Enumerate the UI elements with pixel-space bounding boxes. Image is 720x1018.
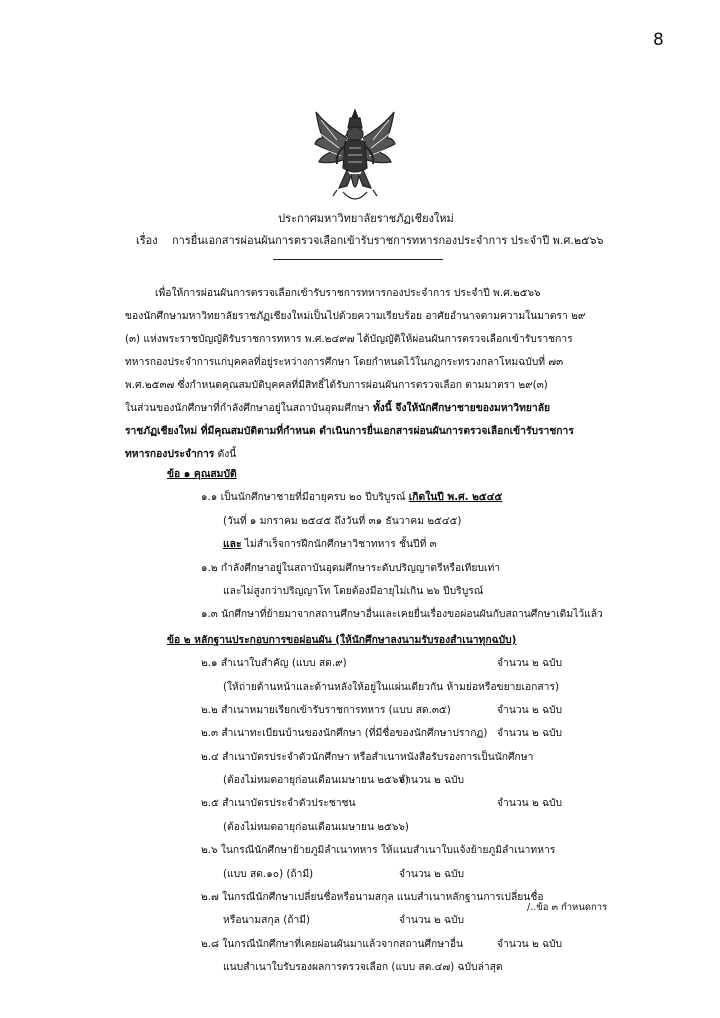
item-quantity: จำนวน ๒ ฉบับ	[497, 703, 563, 716]
item-quantity: จำนวน ๒ ฉบับ	[497, 657, 563, 670]
intro-text: ดังนี้	[217, 448, 237, 460]
item-text: ไม่สำเร็จการฝึกนักศึกษาวิชาทหาร ชั้นปีที่ ๓	[244, 538, 437, 551]
item-emphasis: และ	[223, 538, 242, 551]
item-text: ๒.๑ สำเนาใบสำคัญ (แบบ สด.๙)	[201, 657, 347, 670]
qualification-item	[125, 486, 605, 509]
qualification-subline	[125, 533, 605, 556]
intro-emphasis: ราชภัฏเชียงใหม่ ที่มีคุณสมบัติตามที่กำหนด ดำเนินการยื่นเอกสารผ่อนผันการตรวจเลือกเข้ารับราชการ	[125, 425, 574, 437]
document-subline	[125, 863, 605, 886]
item-text: (แบบ สด.๑๐) (ถ้ามี)	[223, 867, 314, 880]
item-text: ๒.๕ สำเนาบัตรประจำตัวประชาชน	[201, 797, 356, 810]
header-divider	[273, 259, 443, 260]
document-item	[125, 722, 605, 745]
document-item	[125, 699, 605, 722]
announcement-header	[0, 208, 720, 252]
item-quantity: จำนวน ๒ ฉบับ	[399, 867, 465, 880]
continuation-note: /..ข้อ ๓ กำหนดการ	[527, 902, 608, 913]
qualification-item: ๑.๒ กำลังศึกษาอยู่ในสถาบันอุดมศึกษาระดับปริญญาตรีหรือเทียบเท่า	[201, 561, 501, 574]
intro-paragraph	[125, 282, 595, 466]
item-text: (ต้องไม่หมดอายุก่อนเดือนเมษายน ๒๕๖๖)	[223, 774, 409, 787]
intro-line: ของนักศึกษามหาวิทยาลัยราชภัฏเชียงใหม่เป็นไปด้วยความเรียบร้อย อาศัยอำนาจตามความในมาตรา ๒๙	[125, 310, 586, 322]
document-subline	[125, 769, 605, 792]
subject-label: เรื่อง	[136, 234, 158, 247]
intro-text: ในส่วนของนักศึกษาที่กำลังศึกษาอยู่ในสถาบันอุดมศึกษา	[125, 402, 370, 414]
intro-line: ทหารกองประจำการแก่บุคคลที่อยู่ระหว่างการศึกษา โดยกำหนดไว้ในกฎกระทรวงกลาโหมฉบับที่ ๗๓	[125, 356, 564, 368]
page-number: 8	[653, 30, 664, 50]
garuda-emblem	[313, 108, 397, 206]
item-text: ๒.๒ สำเนาหมายเรียกเข้ารับราชการทหาร (แบบ สด.๓๕)	[201, 703, 451, 716]
item-quantity: จำนวน ๒ ฉบับ	[497, 937, 563, 950]
intro-line: เพื่อให้การผ่อนผันการตรวจเลือกเข้ารับราชการทหารกองประจำการ ประจำปี พ.ศ.๒๕๖๖	[155, 287, 541, 299]
intro-line	[125, 420, 595, 443]
section-title-documents: ข้อ ๒ หลักฐานประกอบการขอผ่อนผัน (ให้นักศึกษาลงนามรับรองสำเนาทุกฉบับ)	[167, 633, 517, 646]
document-item: ๒.๔ สำเนาบัตรประจำตัวนักศึกษา หรือสำเนาหนังสือรับรองการเป็นนักศึกษา	[201, 750, 534, 763]
subject-line	[0, 230, 720, 252]
intro-emphasis: ทั้งนี้ จึงให้นักศึกษาชายของมหาวิทยาลัย	[372, 402, 551, 414]
item-quantity: จำนวน ๒ ฉบับ	[399, 914, 465, 927]
document-item	[125, 933, 605, 956]
section-title-qualifications: ข้อ ๑ คุณสมบัติ	[167, 468, 237, 480]
item-text: ๒.๓ สำเนาทะเบียนบ้านของนักศึกษา (ที่มีชื่อของนักศึกษาปรากฏ)	[201, 727, 488, 740]
item-quantity: จำนวน ๒ ฉบับ	[399, 774, 465, 787]
item-text: หรือนามสกุล (ถ้ามี)	[223, 914, 311, 927]
item-quantity: จำนวน ๒ ฉบับ	[497, 797, 563, 810]
document-item: ๒.๖ ในกรณีนักศึกษาย้ายภูมิลำเนาทหาร ให้แนบสำเนาใบแจ้งย้ายภูมิลำเนาทหาร	[201, 844, 556, 857]
document-subline: (ให้ถ่ายด้านหน้าและด้านหลังให้อยู่ในแผ่นเดียวกัน ห้ามย่อหรือขยายเอกสาร)	[223, 680, 560, 693]
qualification-subline: และไม่สูงกว่าปริญญาโท โดยต้องมีอายุไม่เกิน ๒๖ ปีบริบูรณ์	[223, 584, 484, 597]
qualification-item: ๑.๓ นักศึกษาที่ย้ายมาจากสถานศึกษาอื่นและเคยยื่นเรื่องขอผ่อนผันกับสถานศึกษาเดิมไว้แล้ว	[201, 608, 603, 621]
document-item: ๒.๗ ในกรณีนักศึกษาเปลี่ยนชื่อหรือนามสกุล แนบสำเนาหลักฐานการเปลี่ยนชื่อ	[201, 891, 544, 904]
item-quantity: จำนวน ๒ ฉบับ	[497, 727, 563, 740]
item-text: ๒.๘ ในกรณีนักศึกษาที่เคยผ่อนผันมาแล้วจากสถานศึกษาอื่น	[201, 937, 464, 950]
document-item	[125, 652, 605, 675]
item-text: ๑.๑ เป็นนักศึกษาชายที่มีอายุครบ ๒๐ ปีบริบูรณ์	[201, 491, 406, 504]
intro-emphasis: ทหารกองประจำการ	[125, 448, 215, 460]
qualification-subline: (วันที่ ๑ มกราคม ๒๕๔๕ ถึงวันที่ ๓๑ ธันวาคม ๒๕๔๕)	[223, 514, 462, 527]
document-subline: แนบสำเนาใบรับรองผลการตรวจเลือก (แบบ สด.๔๗) ฉบับล่าสุด	[223, 961, 503, 974]
issuer-title: ประกาศมหาวิทยาลัยราชภัฏเชียงใหม่	[278, 212, 454, 225]
item-emphasis: เกิดในปี พ.ศ. ๒๕๔๕	[408, 491, 503, 504]
intro-line	[125, 397, 595, 420]
intro-line: (๓) แห่งพระราชบัญญัติรับราชการทหาร พ.ศ.๒๔๙๗ ได้บัญญัติให้ผ่อนผันการตรวจเลือกเข้ารับราชการ	[125, 333, 573, 345]
document-subline: (ต้องไม่หมดอายุก่อนเดือนเมษายน ๒๕๖๖)	[223, 820, 409, 833]
intro-line: พ.ศ.๒๕๓๗ ซึ่งกำหนดคุณสมบัติบุคคลที่มีสิทธิ์ได้รับการผ่อนผันการตรวจเลือก ตามมาตรา ๒๙(๓)	[125, 379, 548, 391]
subject-text: การยื่นเอกสารผ่อนผันการตรวจเลือกเข้ารับราชการทหารกองประจำการ ประจำปี พ.ศ.๒๕๖๖	[172, 234, 604, 247]
document-item	[125, 792, 605, 815]
